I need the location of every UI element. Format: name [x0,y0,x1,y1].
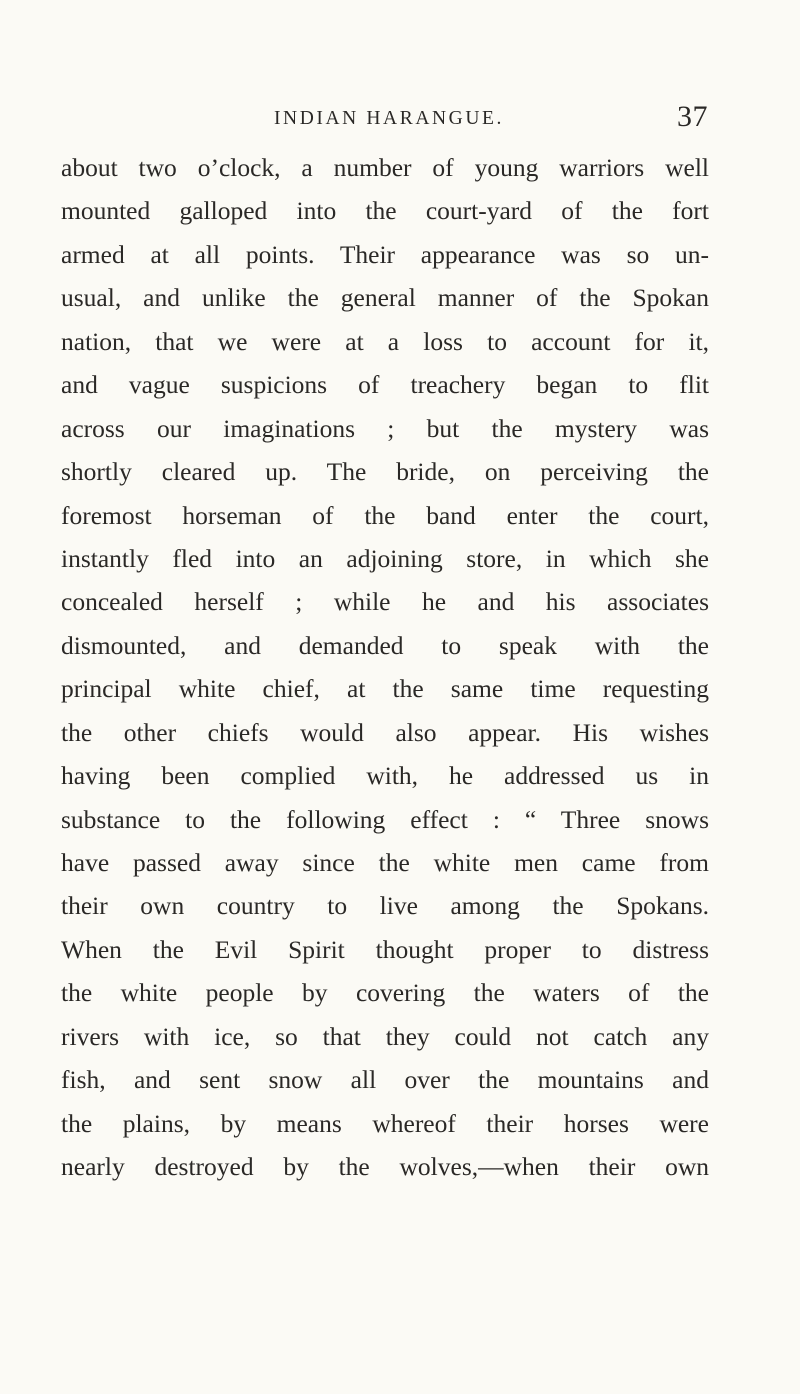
text-line: their own country to live among the Spokans. [61,891,709,921]
text-line: principal white chief, at the same time requesting [61,674,709,704]
text-line: fish, and sent snow all over the mountains and [61,1065,709,1095]
text-line: When the Evil Spirit thought proper to distress [61,934,709,964]
page-header [62,100,708,136]
text-line: mounted galloped into the court-yard of the fort [61,196,709,226]
text-line: concealed herself ; while he and his associates [61,587,709,617]
text-line: dismounted, and demanded to speak with the [61,630,709,660]
text-line: and vague suspicions of treachery began to flit [61,370,709,400]
text-line: usual, and unlike the general manner of the Spokan [61,283,709,313]
text-line: shortly cleared up. The bride, on perceiving the [61,457,709,487]
text-line: across our imaginations ; but the mystery was [61,413,709,443]
text-line: the white people by covering the waters of the [61,978,709,1008]
text-line: the other chiefs would also appear. His wishes [61,717,709,747]
text-line: foremost horseman of the band enter the court, [61,500,709,530]
text-line: rivers with ice, so that they could not catch any [61,1021,709,1051]
text-line: have passed away since the white men came from [61,848,709,877]
text-line: instantly fled into an adjoining store, in which she [61,543,709,573]
running-head: INDIAN HARANGUE. [273,108,505,129]
text-line: substance to the following effect : “ Three snows [61,804,709,834]
text-line: armed at all points. Their appearance was so un- [61,239,709,269]
page-number: 37 [677,100,708,133]
text-line: having been complied with, he addressed us in [61,761,709,791]
text-line: nation, that we were at a loss to account for it, [61,326,709,356]
body-text [61,146,709,1189]
text-line: the plains, by means whereof their horses were [61,1108,709,1138]
text-line: nearly destroyed by the wolves,—when their own [61,1152,709,1182]
text-line: about two o’clock, a number of young warriors well [61,153,709,182]
